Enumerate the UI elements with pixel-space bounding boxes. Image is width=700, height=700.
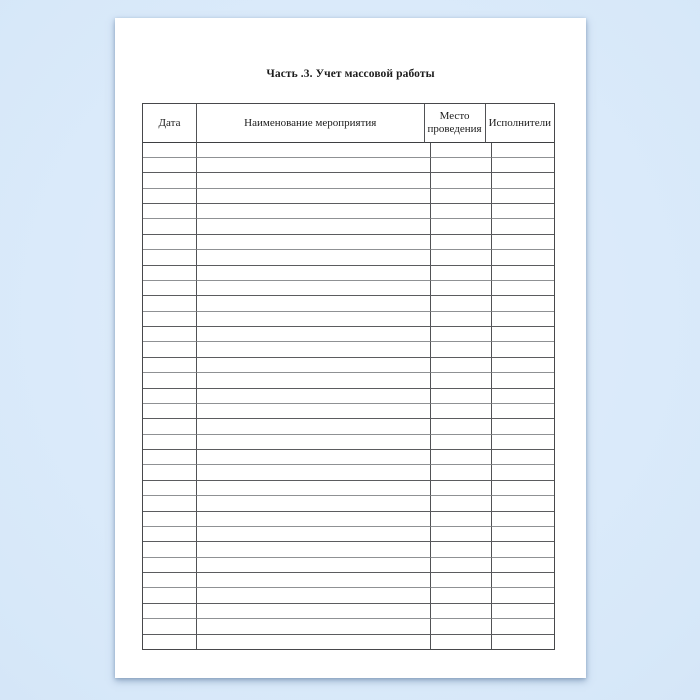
table-row xyxy=(143,235,554,250)
table-row xyxy=(143,588,554,603)
table-cell xyxy=(431,419,492,434)
table-row xyxy=(143,389,554,404)
table-cell xyxy=(143,389,197,404)
table-cell xyxy=(197,465,431,480)
table-row xyxy=(143,635,554,649)
table-row xyxy=(143,143,554,158)
table-cell xyxy=(492,296,554,311)
table-cell xyxy=(143,496,197,511)
table-cell xyxy=(492,481,554,496)
table-cell xyxy=(197,512,431,527)
table-cell xyxy=(197,266,431,281)
table-cell xyxy=(431,266,492,281)
table-cell xyxy=(143,173,197,188)
table-cell xyxy=(143,588,197,603)
mass-work-table xyxy=(142,103,555,650)
table-cell xyxy=(492,219,554,234)
table-cell xyxy=(431,389,492,404)
table-cell xyxy=(492,419,554,434)
table-cell xyxy=(197,419,431,434)
table-cell xyxy=(143,219,197,234)
table-cell xyxy=(143,281,197,296)
table-cell xyxy=(431,496,492,511)
table-cell xyxy=(143,266,197,281)
table-cell xyxy=(492,573,554,588)
table-row xyxy=(143,558,554,573)
table-cell xyxy=(492,619,554,634)
table-cell xyxy=(197,312,431,327)
column-header-venue: Место проведения xyxy=(425,104,486,143)
table-cell xyxy=(431,450,492,465)
table-cell xyxy=(143,296,197,311)
table-cell xyxy=(197,558,431,573)
table-row xyxy=(143,512,554,527)
table-cell xyxy=(197,573,431,588)
table-cell xyxy=(492,604,554,619)
table-row xyxy=(143,281,554,296)
table-cell xyxy=(492,312,554,327)
table-row xyxy=(143,496,554,511)
table-cell xyxy=(492,435,554,450)
table-cell xyxy=(492,558,554,573)
table-cell xyxy=(197,327,431,342)
table-cell xyxy=(197,542,431,557)
table-row xyxy=(143,465,554,480)
table-cell xyxy=(431,143,492,158)
table-cell xyxy=(197,635,431,649)
table-cell xyxy=(492,358,554,373)
table-cell xyxy=(492,389,554,404)
table-row xyxy=(143,527,554,542)
table-cell xyxy=(492,281,554,296)
table-cell xyxy=(197,143,431,158)
table-cell xyxy=(143,189,197,204)
table-cell xyxy=(431,635,492,649)
table-cell xyxy=(492,496,554,511)
table-cell xyxy=(197,481,431,496)
table-row xyxy=(143,250,554,265)
table-cell xyxy=(197,450,431,465)
table-cell xyxy=(431,512,492,527)
table-cell xyxy=(143,542,197,557)
table-cell xyxy=(431,588,492,603)
table-cell xyxy=(431,250,492,265)
table-cell xyxy=(143,435,197,450)
table-cell xyxy=(143,604,197,619)
table-cell xyxy=(197,496,431,511)
table-cell xyxy=(197,219,431,234)
table-cell xyxy=(431,373,492,388)
table-row xyxy=(143,189,554,204)
column-header-event-name: Наименование мероприятия xyxy=(197,104,425,143)
table-cell xyxy=(492,542,554,557)
table-cell xyxy=(197,435,431,450)
table-row xyxy=(143,342,554,357)
table-row xyxy=(143,542,554,557)
table-cell xyxy=(492,588,554,603)
table-cell xyxy=(143,450,197,465)
table-row xyxy=(143,373,554,388)
table-cell xyxy=(431,312,492,327)
table-cell xyxy=(431,235,492,250)
page-title: Часть .3. Учет массовой работы xyxy=(266,68,435,80)
table-cell xyxy=(143,558,197,573)
table-row xyxy=(143,619,554,634)
table-cell xyxy=(143,573,197,588)
table-cell xyxy=(197,204,431,219)
table-cell xyxy=(197,250,431,265)
table-row xyxy=(143,327,554,342)
table-row xyxy=(143,419,554,434)
table-cell xyxy=(431,404,492,419)
table-cell xyxy=(431,558,492,573)
table-cell xyxy=(431,204,492,219)
table-row xyxy=(143,481,554,496)
table-row xyxy=(143,296,554,311)
table-cell xyxy=(143,327,197,342)
table-cell xyxy=(143,635,197,649)
table-row xyxy=(143,358,554,373)
table-cell xyxy=(431,158,492,173)
table-cell xyxy=(492,465,554,480)
table-cell xyxy=(197,281,431,296)
table-cell xyxy=(492,173,554,188)
table-cell xyxy=(431,342,492,357)
table-cell xyxy=(431,173,492,188)
table-row xyxy=(143,604,554,619)
table-cell xyxy=(197,173,431,188)
table-row xyxy=(143,573,554,588)
table-cell xyxy=(431,542,492,557)
table-row xyxy=(143,219,554,234)
table-cell xyxy=(492,266,554,281)
table-cell xyxy=(492,204,554,219)
table-cell xyxy=(197,358,431,373)
table-cell xyxy=(197,158,431,173)
table-cell xyxy=(197,619,431,634)
table-cell xyxy=(143,204,197,219)
table-cell xyxy=(492,450,554,465)
table-cell xyxy=(431,219,492,234)
table-cell xyxy=(492,404,554,419)
table-cell xyxy=(431,327,492,342)
table-cell xyxy=(492,158,554,173)
table-cell xyxy=(197,235,431,250)
table-header-row xyxy=(143,104,554,143)
table-row xyxy=(143,450,554,465)
table-cell xyxy=(143,250,197,265)
table-cell xyxy=(431,619,492,634)
table-cell xyxy=(492,512,554,527)
table-cell xyxy=(492,527,554,542)
table-cell xyxy=(431,481,492,496)
table-cell xyxy=(492,373,554,388)
table-cell xyxy=(143,619,197,634)
table-row xyxy=(143,435,554,450)
table-cell xyxy=(431,358,492,373)
table-cell xyxy=(431,527,492,542)
table-row xyxy=(143,204,554,219)
table-cell xyxy=(197,604,431,619)
table-cell xyxy=(143,312,197,327)
table-cell xyxy=(431,604,492,619)
table-cell xyxy=(492,342,554,357)
table-row xyxy=(143,158,554,173)
table-cell xyxy=(197,189,431,204)
table-cell xyxy=(492,235,554,250)
table-cell xyxy=(197,588,431,603)
table-cell xyxy=(143,512,197,527)
table-cell xyxy=(431,465,492,480)
table-cell xyxy=(143,481,197,496)
table-cell xyxy=(143,158,197,173)
table-cell xyxy=(431,435,492,450)
table-cell xyxy=(143,404,197,419)
table-cell xyxy=(492,327,554,342)
document-page xyxy=(115,18,586,678)
table-cell xyxy=(143,342,197,357)
table-cell xyxy=(492,189,554,204)
table-cell xyxy=(492,143,554,158)
column-header-date: Дата xyxy=(143,104,197,143)
table-cell xyxy=(197,342,431,357)
table-cell xyxy=(143,358,197,373)
table-row xyxy=(143,266,554,281)
table-cell xyxy=(143,419,197,434)
table-cell xyxy=(431,573,492,588)
table-cell xyxy=(197,404,431,419)
table-cell xyxy=(143,143,197,158)
table-row xyxy=(143,312,554,327)
table-cell xyxy=(492,250,554,265)
table-cell xyxy=(431,189,492,204)
table-cell xyxy=(143,527,197,542)
table-cell xyxy=(492,635,554,649)
table-cell xyxy=(143,373,197,388)
table-cell xyxy=(197,389,431,404)
table-row xyxy=(143,404,554,419)
table-cell xyxy=(431,296,492,311)
table-cell xyxy=(143,235,197,250)
table-cell xyxy=(197,296,431,311)
column-header-performers: Исполнители xyxy=(486,104,554,143)
table-cell xyxy=(431,281,492,296)
table-row xyxy=(143,173,554,188)
table-cell xyxy=(197,527,431,542)
table-cell xyxy=(143,465,197,480)
table-cell xyxy=(197,373,431,388)
